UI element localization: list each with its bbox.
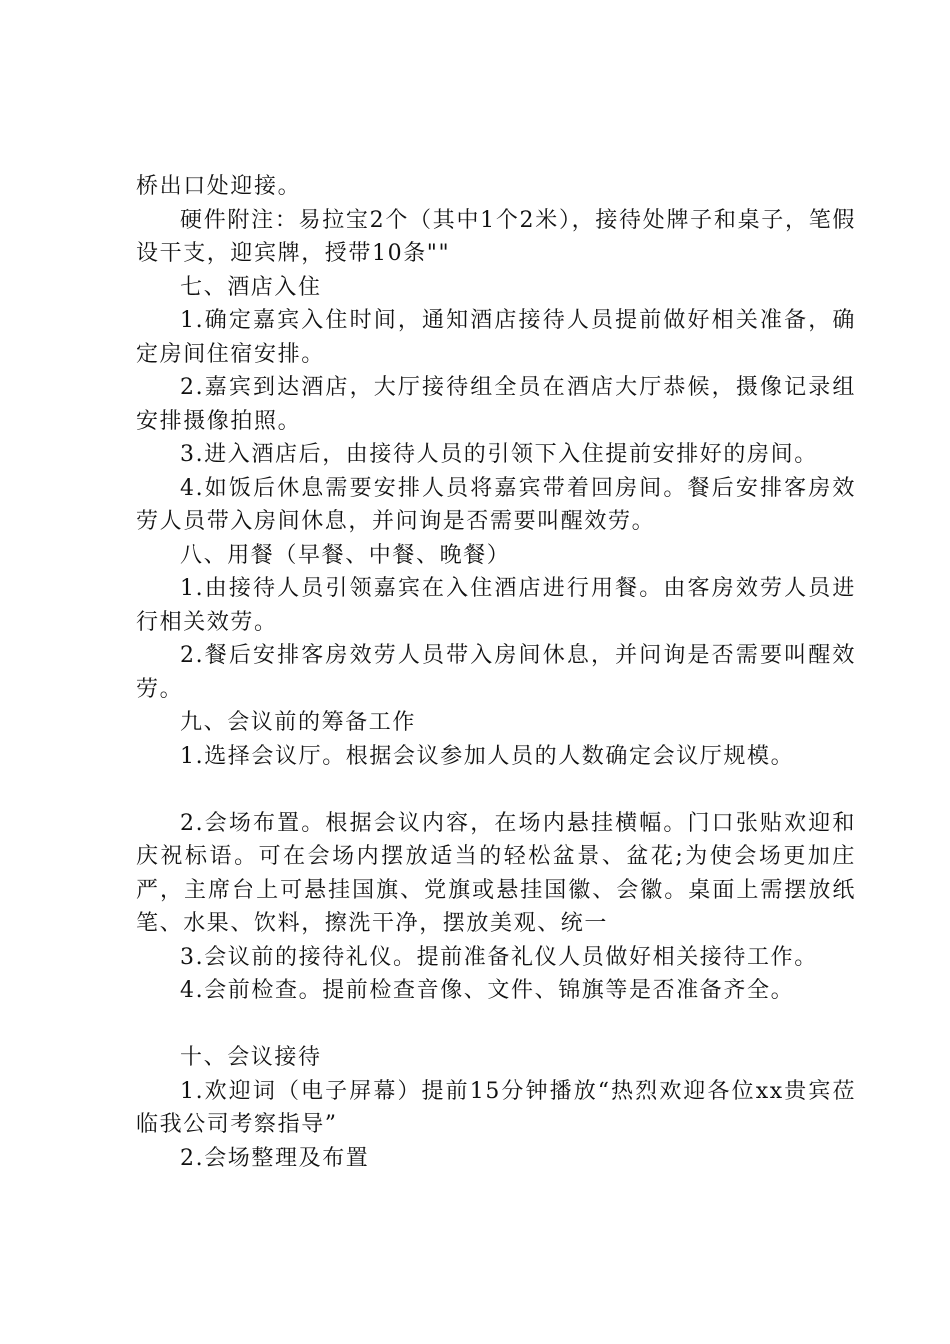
list-item: 4.会前检查。提前检查音像、文件、锦旗等是否准备齐全。	[180, 978, 795, 1003]
list-item: 2.嘉宾到达酒店，大厅接待组全员在酒店大厅恭候，摄像记录组安排摄像拍照。	[136, 375, 856, 434]
list-item: 1.确定嘉宾入住时间，通知酒店接待人员提前做好相关准备，确定房间住宿安排。	[136, 308, 856, 367]
list-item: 2.会场整理及布置	[180, 1145, 370, 1171]
list-item: 4.如饭后休息需要安排人员将嘉宾带着回房间。餐后安排客房效劳人员带入房间休息，并问询是否需要叫醒效劳。	[136, 475, 856, 534]
list-item: 1.选择会议厅。根据会议参加人员的人数确定会议厅规模。	[180, 743, 795, 769]
section-heading-dining: 八、用餐（早餐、中餐、晚餐）	[180, 542, 511, 568]
list-item: 2.餐后安排客房效劳人员带入房间休息，并问询是否需要叫醒效劳。	[136, 643, 856, 702]
paragraph-continuation: 桥出口处迎接。	[136, 174, 302, 199]
list-item: 1.由接待人员引领嘉宾在入住酒店进行用餐。由客房效劳人员进行相关效劳。	[136, 576, 856, 635]
list-item: 1.欢迎词（电子屏幕）提前15分钟播放“热烈欢迎各位xx贵宾莅临我公司考察指导”	[136, 1078, 856, 1137]
paragraph-hardware-note: 硬件附注：易拉宝2个（其中1个2米），接待处牌子和桌子，笔假设干支，迎宾牌，授带10条""	[136, 207, 856, 266]
list-item: 3.会议前的接待礼仪。提前准备礼仪人员做好相关接待工作。	[180, 944, 818, 970]
section-heading-meeting-prep: 九、会议前的筹备工作	[180, 710, 417, 735]
section-heading-hotel-checkin: 七、酒店入住	[180, 274, 322, 300]
list-item: 3.进入酒店后，由接待人员的引领下入住提前安排好的房间。	[180, 442, 818, 467]
section-heading-meeting-reception: 十、会议接待	[180, 1045, 322, 1070]
list-item: 2.会场布置。根据会议内容，在场内悬挂横幅。门口张贴欢迎和庆祝标语。可在会场内摆放适当的轻松盆景、盆花;为使会场更加庄严，主席台上可悬挂国旗、党旗或悬挂国徽、会徽。桌面上需摆放纸笔、水果、饮料，擦洗干净，摆放美观、统一	[136, 810, 856, 936]
document-body	[136, 170, 856, 1175]
